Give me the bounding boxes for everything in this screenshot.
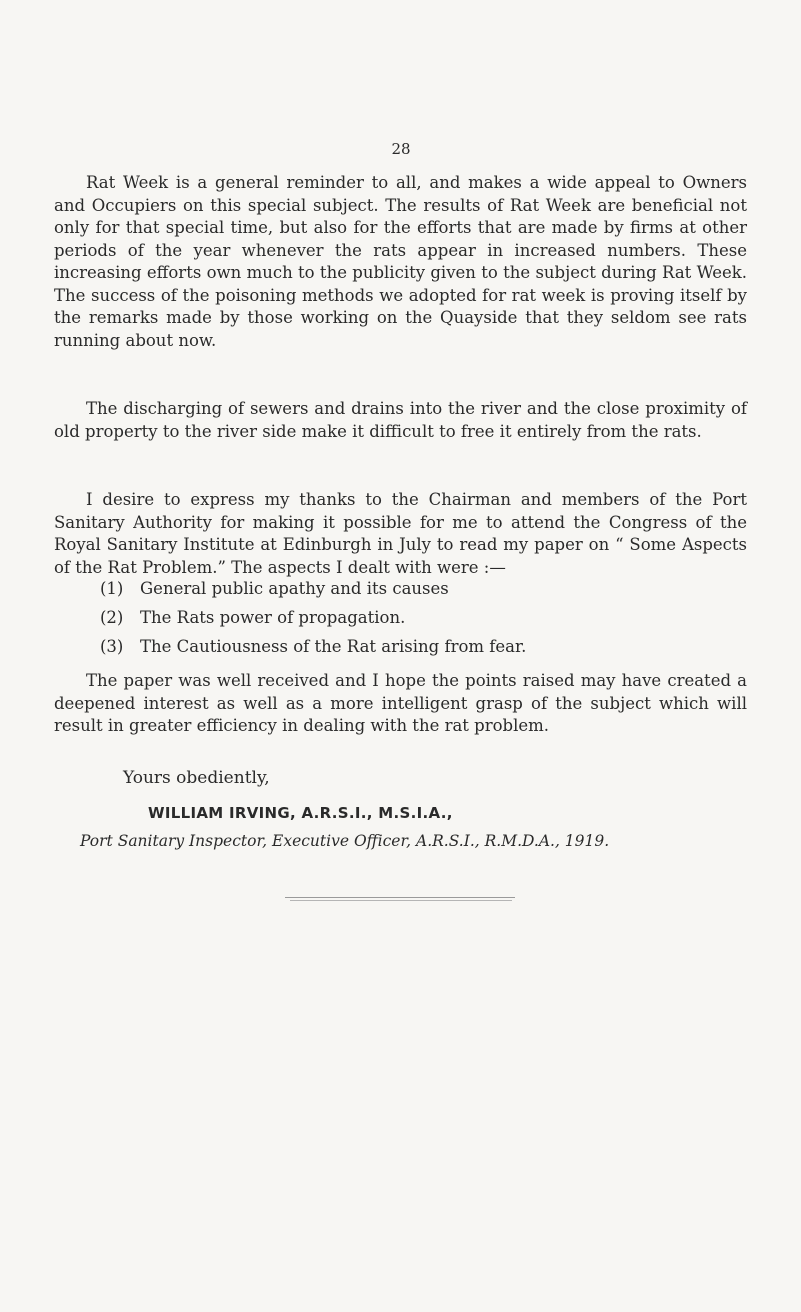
paragraph-rat-week: Rat Week is a general reminder to all, and makes a wide appeal to Owners and Occupiers on this special subject. The results of Rat Week are beneficial not only for that special time, but also for the efforts that are made by firms at other periods of the year whenever the rats appear in increased numbers. These increasing efforts own much to the publicity given to the subject during Rat Week. The success of the poisoning methods we adopted for rat week is proving itself by the remarks made by those working on the Quayside that they seldom see rats running about now. [54, 173, 747, 350]
list-item [100, 574, 740, 603]
list-item-text: The Rats power of propagation. [140, 608, 406, 627]
list-item-number: (3) [100, 637, 124, 656]
page-number: 28 [391, 140, 411, 158]
paragraph-thanks: I desire to express my thanks to the Chairman and members of the Port Sanitary Authority for making it possible for me to attend the Congress of the Royal Sanitary Institute at Edinburgh in July to read my paper on “ Some Aspects of the Rat Problem.” The aspects I dealt with were :— [54, 490, 747, 577]
list-item [100, 603, 740, 632]
signature-title: Port Sanitary Inspector, Executive Officer, A.R.S.I., R.M.D.A., 1919. [80, 832, 610, 850]
list-item-text: The Cautiousness of the Rat arising from fear. [140, 637, 527, 656]
divider-rule [285, 897, 515, 898]
paragraph-sewers: The discharging of sewers and drains into the river and the close proximity of old property to the river side make it difficult to free it entirely from the rats. [54, 399, 747, 441]
list-item-number: (2) [100, 608, 124, 627]
signature-name: WILLIAM IRVING, A.R.S.I., M.S.I.A., [148, 804, 453, 822]
list-item-text: General public apathy and its causes [140, 579, 449, 598]
aspects-list [100, 574, 740, 661]
paragraph-paper-received: The paper was well received and I hope the points raised may have created a deepened interest as well as a more intelligent grasp of the subject which will result in greater efficiency in dealing with the rat problem. [54, 671, 747, 735]
list-item [100, 632, 740, 661]
closing-salutation: Yours obediently, [123, 768, 270, 788]
divider-rule [290, 900, 512, 901]
list-item-number: (1) [100, 579, 124, 598]
